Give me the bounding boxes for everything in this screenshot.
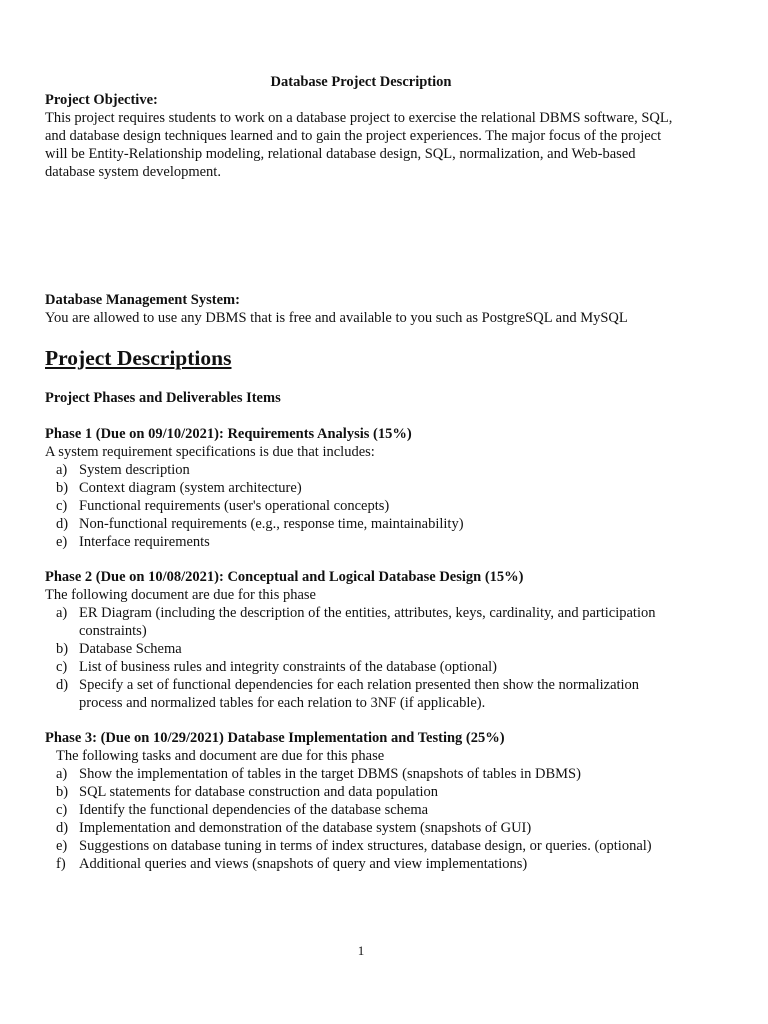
list-item-text: Additional queries and views (snapshots of query and view implementations)	[79, 856, 528, 872]
project-descriptions-heading: Project Descriptions	[45, 346, 232, 370]
list-item-text: ER Diagram (including the description of the entities, attributes, keys, cardinality, and participation constraints)	[79, 605, 656, 639]
phases-heading: Project Phases and Deliverables Items	[45, 390, 281, 406]
list-item-text: Show the implementation of tables in the target DBMS (snapshots of tables in DBMS)	[79, 766, 581, 782]
list-item	[45, 658, 665, 676]
dbms-label: Database Management System:	[45, 292, 240, 308]
list-marker: e)	[56, 838, 68, 854]
list-marker: c)	[56, 802, 68, 818]
list-item-text: SQL statements for database construction and data population	[79, 784, 439, 800]
list-item	[45, 515, 685, 533]
list-item	[45, 640, 665, 658]
list-item-text: Non-functional requirements (e.g., response time, maintainability)	[79, 516, 464, 532]
page-number: 1	[357, 943, 365, 958]
list-item-text: Implementation and demonstration of the database system (snapshots of GUI)	[79, 820, 532, 836]
phase2-title: Phase 2 (Due on 10/08/2021): Conceptual and Logical Database Design (15%)	[45, 569, 524, 585]
phase2-list	[45, 604, 665, 712]
phase1-title: Phase 1 (Due on 09/10/2021): Requirements Analysis (15%)	[45, 426, 412, 442]
list-item	[45, 479, 685, 497]
phase1-list	[45, 461, 685, 551]
list-marker: b)	[56, 641, 69, 657]
phase3-list	[45, 765, 685, 873]
list-marker: c)	[56, 498, 68, 514]
document-title: Database Project Description	[270, 74, 452, 90]
list-item	[45, 497, 685, 515]
list-marker: b)	[56, 784, 69, 800]
phase1-section	[45, 425, 685, 551]
objective-label: Project Objective:	[45, 92, 158, 108]
list-marker: a)	[56, 462, 68, 478]
list-item	[45, 676, 665, 712]
phase2-intro: The following document are due for this phase	[45, 587, 316, 603]
list-item	[45, 819, 685, 837]
list-item-text: Database Schema	[79, 641, 182, 657]
phases-heading-section	[45, 389, 685, 407]
list-item-text: Functional requirements (user's operational concepts)	[79, 498, 390, 514]
list-item	[45, 604, 665, 640]
list-item-text: System description	[79, 462, 190, 478]
list-marker: f)	[56, 856, 66, 872]
list-item	[45, 783, 685, 801]
list-marker: d)	[56, 516, 69, 532]
dbms-section	[45, 291, 685, 327]
list-item	[45, 461, 685, 479]
dbms-text: You are allowed to use any DBMS that is free and available to you such as PostgreSQL and MySQL	[45, 310, 628, 326]
list-item-text: Context diagram (system architecture)	[79, 480, 302, 496]
list-item	[45, 801, 685, 819]
list-item	[45, 765, 685, 783]
phase3-section	[45, 729, 685, 873]
list-item	[45, 855, 685, 873]
list-marker: a)	[56, 605, 68, 621]
list-marker: d)	[56, 677, 69, 693]
phase2-section	[45, 568, 665, 712]
list-item-text: Suggestions on database tuning in terms of index structures, database design, or queries. (optional)	[79, 838, 652, 854]
list-item	[45, 533, 685, 551]
phase3-title: Phase 3: (Due on 10/29/2021) Database Implementation and Testing (25%)	[45, 730, 505, 746]
objective-text: This project requires students to work on a database project to exercise the relational DBMS software, SQL, and database design techniques learned and to gain the project experiences. The major focus of the project will be Entity-Relationship modeling, relational database design, SQL, normalization, and Web-based database system development.	[45, 110, 673, 180]
list-marker: d)	[56, 820, 69, 836]
list-item-text: Identify the functional dependencies of the database schema	[79, 802, 429, 818]
list-marker: e)	[56, 534, 68, 550]
list-item-text: List of business rules and integrity constraints of the database (optional)	[79, 659, 497, 675]
list-item-text: Specify a set of functional dependencies for each relation presented then show the normalization process and normalized tables for each relation to 3NF (if applicable).	[79, 677, 640, 711]
list-marker: c)	[56, 659, 68, 675]
phase1-intro: A system requirement specifications is due that includes:	[45, 444, 375, 460]
objective-section	[45, 91, 685, 181]
list-item-text: Interface requirements	[79, 534, 210, 550]
list-item	[45, 837, 685, 855]
list-marker: a)	[56, 766, 68, 782]
phase3-intro: The following tasks and document are due for this phase	[56, 748, 385, 764]
list-marker: b)	[56, 480, 69, 496]
